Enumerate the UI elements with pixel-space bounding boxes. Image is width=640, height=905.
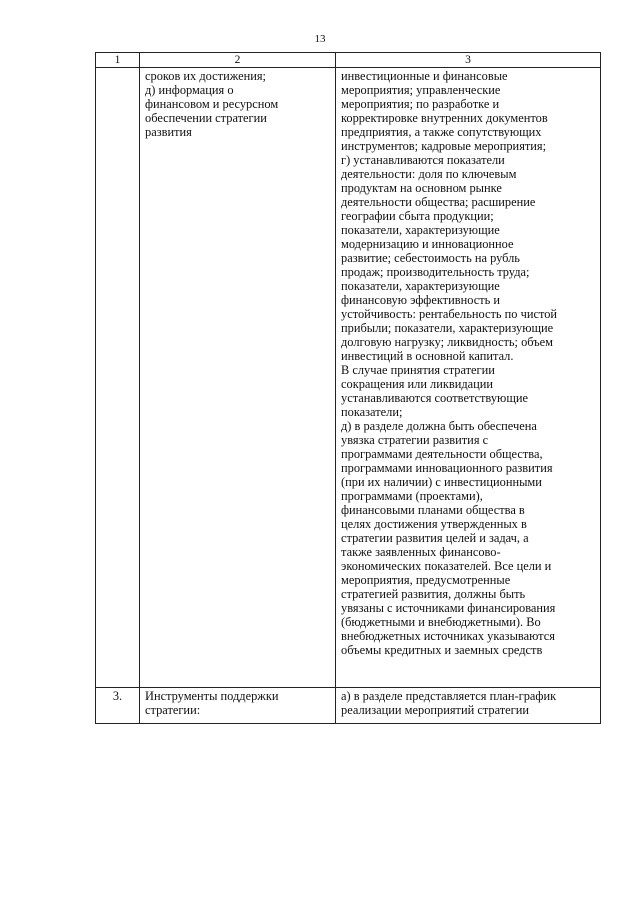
table-row [96, 688, 601, 724]
column-header: 1 [96, 53, 140, 68]
text-line: устанавливаются соответствующие [341, 391, 528, 405]
text-line: также заявленных финансово- [341, 545, 501, 559]
text-line: обеспечении стратегии [145, 111, 267, 125]
text-line: развитие; себестоимость на рубль [341, 251, 520, 265]
text-line: продаж; производительность труда; [341, 265, 530, 279]
text-line: (при их наличии) с инвестиционными [341, 475, 542, 489]
text-line: инвестиционные и финансовые [341, 69, 508, 83]
table-header-row [96, 53, 601, 68]
text-line: программами деятельности общества, [341, 447, 543, 461]
text-line: инвестиций в основной капитал. [341, 349, 514, 363]
text-line: мероприятия; по разработке и [341, 97, 500, 111]
text-line: финансовом и ресурсном [145, 97, 279, 111]
text-line: долговую нагрузку; ликвидность; объем [341, 335, 554, 349]
text-line: объемы кредитных и заемных средств [341, 643, 543, 657]
page-number: 13 [314, 33, 326, 45]
text-line: реализации мероприятий стратегии [341, 703, 530, 717]
row-number-cell: 3. [96, 688, 140, 724]
text-line: экономических показателей. Все цели и [341, 559, 552, 573]
text-line: В случае принятия стратегии [341, 363, 495, 377]
row-number-cell [96, 68, 140, 688]
text-line: показатели, характеризующие [341, 279, 500, 293]
table-row [96, 68, 601, 688]
text-line: финансовую эффективность и [341, 293, 501, 307]
text-line: предприятия, а также сопутствующих [341, 125, 542, 139]
text-line: сокращения или ликвидации [341, 377, 494, 391]
text-line: деятельности общества; расширение [341, 195, 536, 209]
text-line: мероприятия; управленческие [341, 83, 501, 97]
text-line: д) в разделе должна быть обеспечена [341, 419, 537, 433]
section-content-cell [336, 688, 601, 724]
text-line: Инструменты поддержки [145, 689, 279, 703]
text-line: программами инновационного развития [341, 461, 553, 475]
text-line: программами (проектами), [341, 489, 483, 503]
text-line: прибыли; показатели, характеризующие [341, 321, 554, 335]
text-line: (бюджетными и внебюджетными). Во [341, 615, 541, 629]
text-line: а) в разделе представляется план-график [341, 689, 557, 703]
column-header: 2 [140, 53, 336, 68]
text-line: показатели, характеризующие [341, 223, 500, 237]
text-line: инструментов; кадровые мероприятия; [341, 139, 547, 153]
text-line: внебюджетных источниках указываются [341, 629, 555, 643]
text-line: географии сбыта продукции; [341, 209, 494, 223]
text-line: финансовыми планами общества в [341, 503, 525, 517]
text-line: увязаны с источниками финансирования [341, 601, 556, 615]
text-line: стратегии развития целей и задач, а [341, 531, 529, 545]
text-line: увязка стратегии развития с [341, 433, 489, 447]
text-line: продуктам на основном рынке [341, 181, 502, 195]
column-header: 3 [336, 53, 601, 68]
text-line: сроков их достижения; [145, 69, 267, 83]
text-line: корректировке внутренних документов [341, 111, 548, 125]
section-name-cell [140, 688, 336, 724]
section-name-cell [140, 68, 336, 688]
text-line: показатели; [341, 405, 403, 419]
document-table [95, 52, 601, 724]
text-line: модернизацию и инновационное [341, 237, 514, 251]
text-line: целях достижения утвержденных в [341, 517, 527, 531]
section-content-cell [336, 68, 601, 688]
text-line: устойчивость: рентабельность по чистой [341, 307, 558, 321]
text-line: стратегией развития, должны быть [341, 587, 526, 601]
text-line: мероприятия, предусмотренные [341, 573, 511, 587]
text-line: стратегии: [145, 703, 201, 717]
text-line: деятельности: доля по ключевым [341, 167, 517, 181]
text-line: г) устанавливаются показатели [341, 153, 505, 167]
text-line: развития [145, 125, 192, 139]
text-line: д) информация о [145, 83, 234, 97]
